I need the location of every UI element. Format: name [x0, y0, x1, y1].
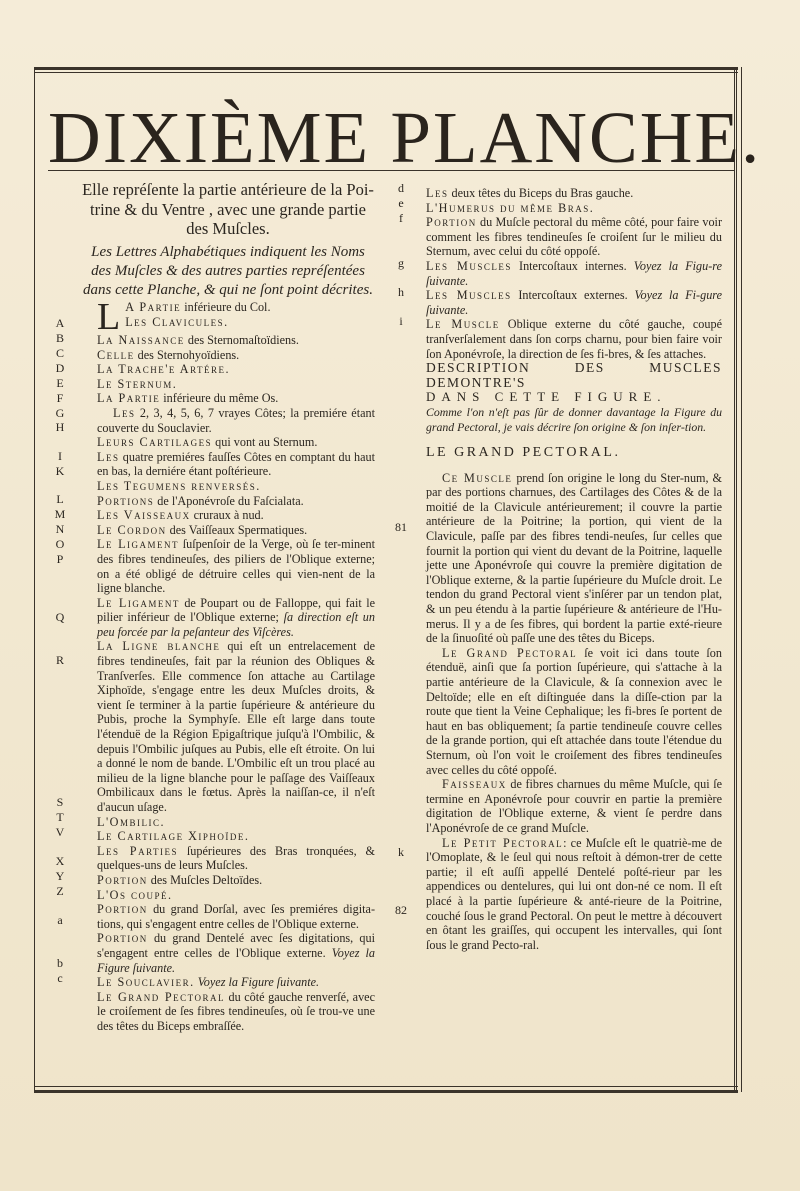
entry-text: inférieure du Col. — [181, 300, 271, 314]
entry-lead: Portion — [97, 931, 148, 946]
entry-lead: La Ligne blanche — [97, 639, 221, 654]
grand-pectoral-heading: LE GRAND PECTORAL. — [426, 445, 621, 461]
margin-letter: R — [55, 653, 64, 667]
entry-text: des Vaiſſeaux Spermatiques. — [166, 522, 308, 537]
entry-d — [97, 348, 375, 363]
margin-letter: N — [55, 522, 65, 536]
entry-lead: Le Cartilage Xiphoïde. — [97, 829, 250, 844]
entry-lead: La Naissance — [97, 333, 185, 347]
margin-letter: A — [55, 316, 65, 330]
margin-letter: e — [398, 196, 404, 210]
margin-letter: a — [57, 913, 63, 927]
frame-rule-left — [34, 67, 35, 1092]
entry-lead: Les Tegumens renverſés. — [97, 478, 261, 493]
entry-text: inférieure du même Os. — [160, 391, 279, 406]
entry-text: : ce Muſcle eſt le quatriè-me de l'Omoplate, & le ſeul qui nous reſtoit à démon-trer de cette partie; il eſt auſſi appellé Dentelé poſté-rieur par les appendices ou dentelures, qui lui ont don-né ce nom. Il eſt placé à la partie ſupérieure & anté-rieure de la Poitrine, couché ſous le grand Pectoral. On peut le mettre à découvert en ôtant les graiſſes, qui occupent les intervalles, qui ſont ſous le grand Pecto-ral. — [426, 835, 722, 952]
entry-note: Voyez la Fi-gure ſuivante. — [426, 288, 723, 317]
margin-letter: V — [55, 825, 65, 839]
entry-o — [97, 523, 375, 538]
entry-lead: Portion — [97, 902, 148, 917]
entry-t — [97, 829, 375, 844]
entry-r — [97, 639, 375, 814]
margin-letter: M — [54, 507, 66, 521]
entry-lead: L'Os coupé. — [97, 887, 173, 902]
paragraph-82 — [426, 836, 722, 953]
entry-p — [97, 537, 375, 595]
entry-s — [97, 815, 375, 830]
entry-x — [97, 873, 375, 888]
entry-text: ſe voit ici dans toute ſon étenduë, ainſi que ſa portion ſupérieure, qui s'attache à la partie antérieure de la Clavicule, & ſa connexion avec le Deltoïde; elle en eſt diſtinguée dans la diſſe-ction par la route que tient la Veine Cephalique; les fi-bres ſe portent de haut en bas obliquement; ſa partie tendineuſe couvre celles de la grande portion, qui eſt attachée dans toute l'étendue du Sternum, où l'on voit le croiſement des fibres tendineuſes avec celles du côté oppoſé. — [426, 645, 722, 777]
entry-lead: Le Sternum. — [97, 376, 178, 391]
entry-d-right — [426, 186, 722, 201]
frame-rule-top-thick — [34, 67, 738, 70]
margin-letter: 81 — [395, 520, 407, 534]
entry-text: ſuſpenſoir de la Verge, où ſe ter-minent des fibres tendineuſes, des piliers de l'Oblique externe; on a été obligé de détruire celles qui vien-nent de la ligne blanche. — [97, 537, 375, 596]
entry-text: des Sternohyoïdiens. — [134, 347, 240, 362]
entry-lead: Portion — [426, 215, 477, 230]
entry-text: de l'Aponévroſe du Faſcialata. — [154, 493, 304, 508]
entry-lead: Les — [97, 449, 120, 464]
entry-text: qui vont au Sternum. — [212, 435, 318, 450]
title-rule — [48, 170, 734, 171]
entry-lead: Portions — [97, 493, 155, 508]
entry-note: Voyez la Figu-re ſuivante. — [426, 258, 722, 288]
entry-lead: La Trache'e Artére. — [97, 362, 231, 377]
left-column — [97, 296, 376, 1034]
margin-letter: G — [55, 406, 65, 420]
entry-lead: Le Muscle — [426, 317, 500, 332]
entry-f-right — [426, 215, 722, 259]
entry-g-right — [426, 259, 722, 288]
margin-letter: K — [55, 464, 65, 478]
margin-letter: c — [57, 971, 63, 985]
paragraph-81 — [426, 471, 722, 646]
entry-f — [97, 377, 375, 392]
entry-bb — [97, 975, 375, 990]
entry-text: 2, 3, 4, 5, 6, 7 vrayes Côtes; la premiére étant couverte du Souclavier. — [97, 405, 375, 435]
margin-letter: H — [55, 420, 65, 434]
entry-q — [97, 596, 375, 640]
entry-lead: Le Ligament — [97, 595, 180, 610]
entry-note: Voyez la Figure ſuivante. — [194, 975, 320, 990]
entry-lead: Celle — [97, 347, 135, 362]
frame-rule-bottom-thick — [34, 1090, 738, 1093]
entry-lead: L'Humerus du même Bras. — [426, 200, 595, 215]
margin-letter: B — [55, 331, 64, 345]
entry-lead: Le Petit Pectoral — [442, 835, 564, 850]
entry-lead: L'Ombilic. — [97, 814, 165, 829]
paragraph-k — [426, 777, 722, 835]
margin-letter: O — [55, 537, 65, 551]
entry-lead: Les Clavicules. — [125, 314, 229, 329]
entry-lead: Le Cordon — [97, 522, 167, 537]
entry-text: du grand Dorſal, avec ſes premiéres digita-tions, qui s'engagent entre celles de l'Oblique externe. — [97, 902, 375, 931]
entry-lead: Les Muscles — [426, 258, 512, 273]
paragraph-81b — [426, 646, 722, 777]
description-note: Comme l'on n'eſt pas ſûr de donner davantage la Figure du grand Pectoral, je vais décrire ſon origine & ſon inſer-tion. — [426, 404, 722, 434]
entry-lead: Les — [426, 186, 449, 200]
entry-i-right — [426, 317, 722, 361]
margin-letter: I — [58, 449, 62, 463]
margin-letter: L — [56, 492, 64, 506]
entry-lead: Le Grand Pectoral — [442, 645, 578, 660]
margin-letter: b — [57, 956, 63, 970]
entry-text: ſupérieures des Bras tronquées, & quelques-uns de leurs Muſcles. — [97, 843, 376, 873]
entry-text: cruraux à nud. — [190, 508, 264, 523]
entry-text: qui eſt un entrelacement de fibres tendineuſes, fait par la réunion des Obliques & Tranſverſes. Elle commence ſon attache au Cartilage Xiphoïde, s'engage entre les deux Muſcles droits, & vient ſe terminer à la partie ſupérieure & antérieure du Pubis, proche la Symphyſe. Elle eſt large dans toute l'étenduë de la Région Epigaſtrique juſqu'à l'Ombilic, & depuis l'Ombilic juſques au Pubis, elle eſt étroite. On lui a donné le nom de bande. L'Ombilic eſt un trou placé au milieu de la ligne blanche pour le paſſage des Vaiſſeaux Ombilicaux dans le fœtus. Après la naiſſan-ce, il n'eſt d'aucun uſage. — [97, 639, 375, 814]
margin-letter: C — [55, 346, 64, 360]
entry-e — [97, 362, 375, 377]
margin-letter: 82 — [395, 903, 407, 917]
entry-text: des Muſcles Deltoïdes. — [147, 872, 263, 887]
entry-text: de fibres charnues du même Muſcle, qui ſe termine en Aponévroſe pour couvrir en partie la première digitation de l'Oblique externe, & vient ſe perdre dans l'Aponévroſe de ce grand Muſcle. — [426, 777, 722, 835]
entry-m — [97, 494, 375, 509]
entry-lead: Les — [113, 405, 136, 420]
entry-lead: Le Ligament — [97, 537, 180, 552]
entry-lead: La Partie — [97, 391, 161, 406]
entry-lead: Les Vaisseaux — [97, 508, 191, 523]
margin-letter: i — [399, 314, 403, 328]
entry-i — [97, 435, 375, 450]
entry-text: Intercoſtaux externes. — [511, 288, 628, 303]
margin-letter: Y — [55, 869, 65, 883]
margin-letter: S — [56, 795, 64, 809]
entry-lead: Leurs Cartilages — [97, 435, 213, 450]
entry-c — [97, 333, 375, 348]
frame-rule-top-thin — [34, 72, 738, 73]
entry-text: quatre premiéres fauſſes Côtes en comptant du haut en bas, la derniére étant poſtérieure. — [97, 449, 375, 479]
entry-n — [97, 508, 375, 523]
margin-letter: f — [399, 211, 403, 225]
entry-y — [97, 888, 375, 903]
description-subheading: DANS CETTE FIGURE. — [426, 389, 667, 405]
margin-letter: P — [56, 552, 64, 566]
entry-e-right — [426, 201, 722, 216]
page-title: DIXIÈME PLANCHE. — [48, 97, 762, 178]
drop-cap: L — [97, 296, 121, 338]
entry-l — [97, 479, 375, 494]
entry-text: Intercoſtaux internes. — [511, 258, 627, 273]
entry-lead: Les Parties — [97, 843, 179, 858]
entry-text: du côté gauche renverſé, avec le croiſement de ſes fibres tendineuſes, où ſe trou-ve une des têtes du Biceps embraſſée. — [97, 989, 375, 1033]
margin-letter: g — [398, 256, 404, 270]
entry-z — [97, 902, 375, 931]
margin-letter: T — [56, 810, 64, 824]
margin-letter: Z — [56, 884, 64, 898]
margin-letter: d — [398, 181, 404, 195]
margin-letter: Q — [55, 610, 65, 624]
entry-lead: Ce Muscle — [442, 470, 513, 485]
description-heading: DESCRIPTION DES MUSCLES DEMONTRE'S — [426, 360, 722, 390]
frame-rule-right — [734, 67, 742, 1092]
entry-k — [97, 450, 375, 479]
entry-text: deux têtes du Biceps du Bras gauche. — [448, 186, 634, 200]
left-margin-letters — [53, 0, 69, 1191]
entry-aa — [97, 931, 375, 975]
entry-b — [97, 315, 375, 330]
lead-paragraph: Elle repréſente la partie antérieure de la Poi-trine & du Ventre , avec une grande partie des Muſcles. — [82, 180, 374, 238]
entry-lead: Portion — [97, 872, 148, 887]
entry-lead: Le Souclavier. — [97, 975, 195, 990]
entry-lead: A Partie — [125, 300, 182, 314]
legend-note: Les Lettres Alphabétiques indiquent les Noms des Muſcles & des autres parties repréſentées dans cette Planche, & qui ne ſont point décrites. — [83, 244, 373, 298]
entry-text: prend ſon origine le long du Ster-num, & par des portions charnues, des Cartilages des Côtes & de la moitié de la Clavicule antérieurement; il couvre la partie antérieure de la Poitrine; la portion, qui vient de la Clavicule, paſſe par des fibres tendi-neuſes, ſur celles que fournit la portion qui vient du devant de la Poitrine, laquelle jette une Aponévroſe qui couvre la première digitation de l'Oblique externe, & la partie ſupérieure du Muſcle droit. Le tendon du grand Pectoral vient s'inſérer par un tendon plat, & un peu étendu à la partie ſupérieure & antérieure de l'Hu-merus. Il y a de ſes fibres, qui bordent la partie exté-rieure de la ſinuoſité où paſſe une des têtes du Biceps. — [426, 470, 722, 646]
entry-text: des Sternomaſtoïdiens. — [184, 333, 299, 347]
entry-g — [97, 391, 375, 406]
margin-letter: E — [56, 376, 64, 390]
margin-letter: h — [398, 285, 404, 299]
entry-v — [97, 844, 375, 873]
right-margin-letters — [394, 0, 410, 1191]
entry-note: Voyez la Figure ſuivante. — [97, 945, 375, 975]
entry-h-right — [426, 288, 722, 317]
entry-h — [97, 406, 375, 435]
margin-letter: D — [55, 361, 65, 375]
entry-lead: Faisseaux — [442, 777, 507, 792]
entry-cc — [97, 990, 375, 1034]
entry-lead: Les Muscles — [426, 288, 512, 303]
entry-text: du Muſcle pectoral du même côté, pour faire voir comment les fibres tendineuſes ſe croiſent ſur le milieu du Sternum, avec celui du côté oppoſé. — [426, 215, 722, 259]
entry-lead: Le Grand Pectoral — [97, 989, 225, 1004]
margin-letter: F — [56, 391, 64, 405]
entry-note: ſa direction eſt un peu forcée par la peſanteur des Viſcères. — [97, 610, 375, 639]
entry-text: du grand Dentelé avec ſes digitations, qui s'engagent entre celles de l'Oblique externe. — [97, 931, 375, 960]
right-column — [426, 186, 722, 952]
entry-text: Oblique externe du côté gauche, coupé tranſverſalement dans ſon corps charnu, pour bien faire voir ſon Aponévroſe, la direction de ſes fi-bres, & ſes attaches. — [426, 317, 722, 361]
frame-rule-bottom-thin — [34, 1086, 738, 1087]
entry-text: de Poupart ou de Falloppe, qui fait le pilier inférieur de l'Oblique externe; — [97, 595, 375, 625]
margin-letter: X — [55, 854, 65, 868]
margin-letter: k — [398, 845, 404, 859]
